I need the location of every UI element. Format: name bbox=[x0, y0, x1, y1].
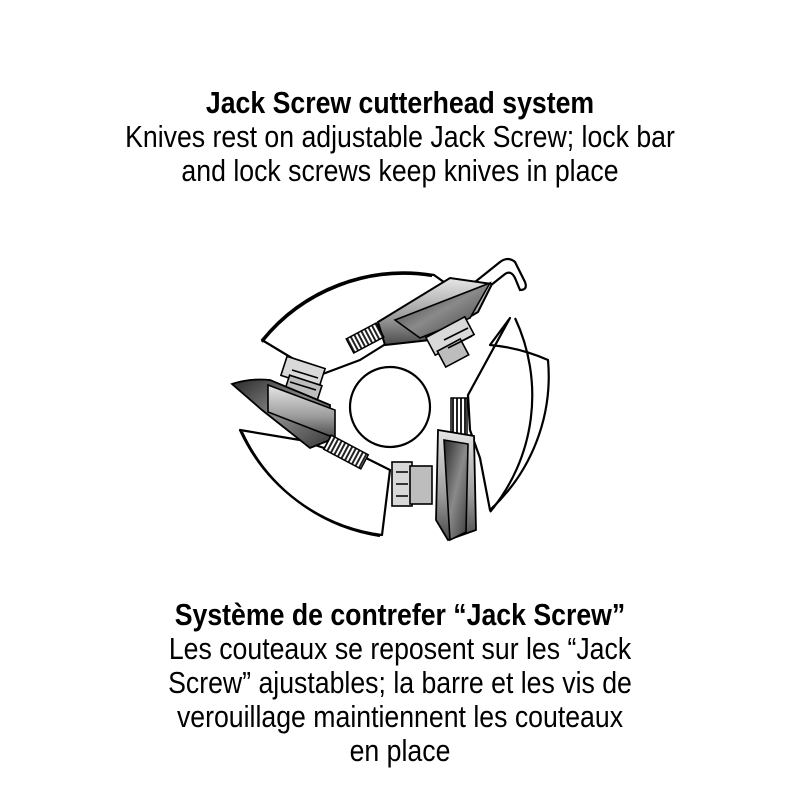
center-bore bbox=[350, 367, 430, 447]
english-title: Jack Screw cutterhead system bbox=[205, 85, 595, 120]
english-line-1: Knives rest on adjustable Jack Screw; lock bar bbox=[125, 119, 675, 154]
french-line-3: verouillage maintiennent les couteaux bbox=[176, 699, 624, 734]
english-line-2: and lock screws keep knives in place bbox=[181, 153, 619, 188]
disc-lobe-right bbox=[468, 318, 549, 510]
french-caption bbox=[56, 598, 744, 768]
french-line-1: Les couteaux se reposent sur les “Jack bbox=[168, 631, 632, 666]
french-title: Système de contrefer “Jack Screw” bbox=[174, 597, 626, 632]
french-line-2: Screw” ajustables; la barre et les vis de bbox=[168, 665, 632, 700]
jack-screw bbox=[392, 462, 432, 506]
french-line-4: en place bbox=[349, 733, 451, 768]
